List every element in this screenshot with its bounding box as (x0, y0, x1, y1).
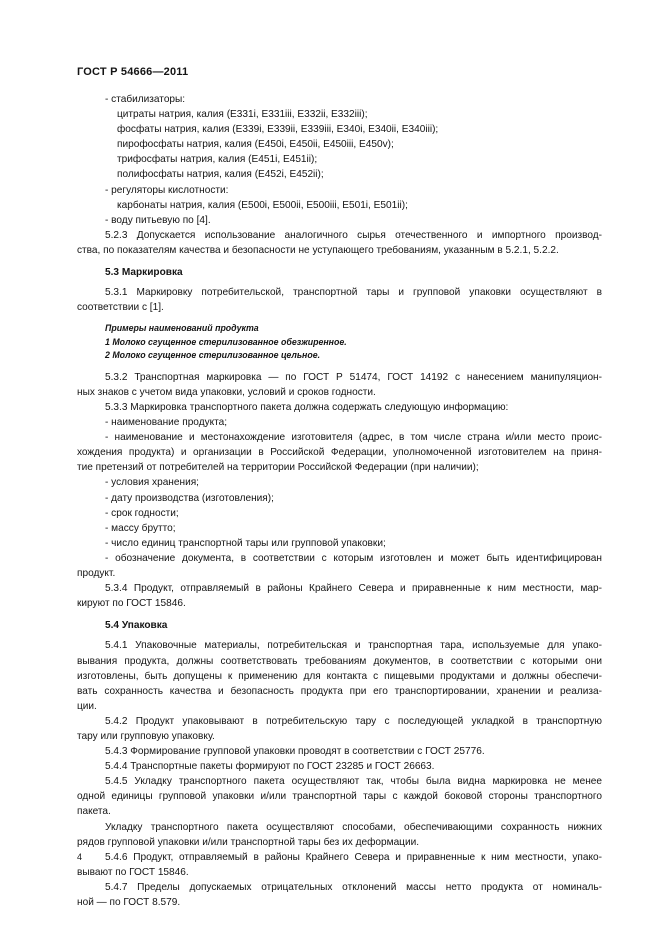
list-subitem: фосфаты натрия, калия (E339i, E339ii, E339iii, E340i, E340ii, E340iii); (117, 124, 439, 136)
paragraph-line: 5.4.6 Продукт, отправляемый в районы Крайнего Севера и приравненные к ним местности, упако- (105, 851, 602, 863)
paragraph-line: 5.4.3 Формирование групповой упаковки проводят в соответствии с ГОСТ 25776. (105, 746, 485, 758)
list-item: - обозначение документа, в соответствии с которым изготовлен и может быть идентифицирован (105, 552, 602, 564)
list-item: - массу брутто; (105, 522, 176, 534)
paragraph-line: 5.4.5 Укладку транспортного пакета осуществляют так, чтобы была видна маркировка не менее (105, 776, 602, 788)
paragraph-line: 5.3.4 Продукт, отправляемый в районы Крайнего Севера и приравненные к ним местности, мар- (105, 583, 602, 595)
list-item: - условия хранения; (105, 477, 199, 489)
examples-title: Примеры наименований продукта (105, 323, 259, 334)
paragraph-line: ной — по ГОСТ 8.579. (77, 897, 181, 908)
example-item: 1 Молоко сгущенное стерилизованное обезжиренное. (105, 336, 347, 347)
paragraph-line: вать сохранность качества и безопасность продукта при его транспортировании, хранении и реализа- (77, 685, 602, 697)
paragraph-line: продукт. (77, 568, 116, 580)
page-number: 4 (77, 852, 83, 862)
paragraph-line: 5.4.4 Транспортные пакеты формируют по ГОСТ 23285 и ГОСТ 26663. (105, 761, 435, 773)
paragraph-line: ства, по показателям качества и безопасности не уступающего требованиям, указанным в 5.2.1, 5.2.2. (77, 244, 559, 256)
list-item: - наименование продукта; (105, 417, 228, 429)
paragraph-line: рядов групповой упаковки и/или транспортной тары без их деформации. (77, 836, 420, 848)
paragraph-line: изготовлены, быть допущены к применению для контакта с пищевыми продуктами и должны обеспечи- (77, 670, 602, 682)
list-subitem: трифосфаты натрия, калия (E451i, E451ii); (117, 154, 318, 166)
paragraph-line: одной единицы групповой упаковки и/или транспортной тары с каждой боковой стороны транспортного (77, 791, 602, 803)
paragraph-line: тие претензий от потребителей на территории Российской Федерации (при наличии); (77, 462, 479, 474)
paragraph-line: 5.4.1 Упаковочные материалы, потребительская и транспортная тара, используемые для упако- (105, 640, 602, 652)
list-item: - стабилизаторы: (105, 94, 186, 105)
paragraph-line: хождения продукта) и организации в Российской Федерации, уполномоченной изготовителем на приня- (77, 447, 602, 459)
section-heading: 5.3 Маркировка (105, 267, 183, 279)
list-item: - число единиц транспортной тары или групповой упаковки; (105, 537, 386, 549)
paragraph-line: тару или групповую упаковку. (77, 730, 215, 742)
document-header: ГОСТ Р 54666—2011 (77, 66, 189, 78)
example-item: 2 Молоко сгущенное стерилизованное цельное. (105, 350, 321, 361)
paragraph-line: 5.3.2 Транспортная маркировка — по ГОСТ Р 51474, ГОСТ 14192 с нанесением манипуляцион- (105, 371, 602, 383)
paragraph-line: вывают по ГОСТ 15846. (77, 866, 189, 878)
paragraph-line: соответствии с [1]. (77, 302, 164, 314)
paragraph-line: ных знаков с учетом вида упаковки, условий и сроков годности. (77, 386, 376, 398)
paragraph-line: 5.3.1 Маркировку потребительской, транспортной тары и групповой упаковки осуществляют в (105, 287, 602, 299)
paragraph-line: 5.4.7 Пределы допускаемых отрицательных отклонений массы нетто продукта от номиналь- (105, 881, 602, 893)
paragraph-line: 5.4.2 Продукт упаковывают в потребительскую тару с последующей укладкой в транспортную (105, 715, 602, 727)
list-subitem: полифосфаты натрия, калия (E452i, E452ii); (117, 169, 324, 181)
paragraph-line: 5.3.3 Маркировка транспортного пакета должна содержать следующую информацию: (105, 402, 509, 413)
list-item: - регуляторы кислотности: (105, 184, 229, 196)
paragraph-line: Укладку транспортного пакета осуществляют способами, обеспечивающими сохранность нижних (105, 821, 602, 833)
paragraph-line: пакета. (77, 806, 111, 818)
list-item: - дату производства (изготовления); (105, 492, 274, 504)
paragraph-line: ции. (77, 700, 97, 712)
section-heading: 5.4 Упаковка (105, 620, 168, 632)
document-body (77, 92, 602, 910)
paragraph-line: 5.2.3 Допускается использование аналогичного сырья отечественного и импортного производ- (105, 229, 602, 241)
paragraph-line: кируют по ГОСТ 15846. (77, 598, 186, 610)
list-subitem: пирофосфаты натрия, калия (E450i, E450ii, E450iii, E450v); (117, 139, 394, 151)
paragraph-line: вывания продукта, должны соответствовать требованиям документов, в соответствии с которыми они (77, 655, 602, 667)
list-item: - срок годности; (105, 507, 179, 519)
list-item: - наименование и местонахождение изготовителя (адрес, в том числе страна и/или место проис- (105, 432, 602, 444)
list-subitem: цитраты натрия, калия (E331i, E331iii, E332ii, E332iii); (117, 109, 368, 121)
list-item: - воду питьевую по [4]. (105, 214, 211, 226)
list-subitem: карбонаты натрия, калия (E500i, E500ii, E500iii, E501i, E501ii); (117, 199, 408, 211)
